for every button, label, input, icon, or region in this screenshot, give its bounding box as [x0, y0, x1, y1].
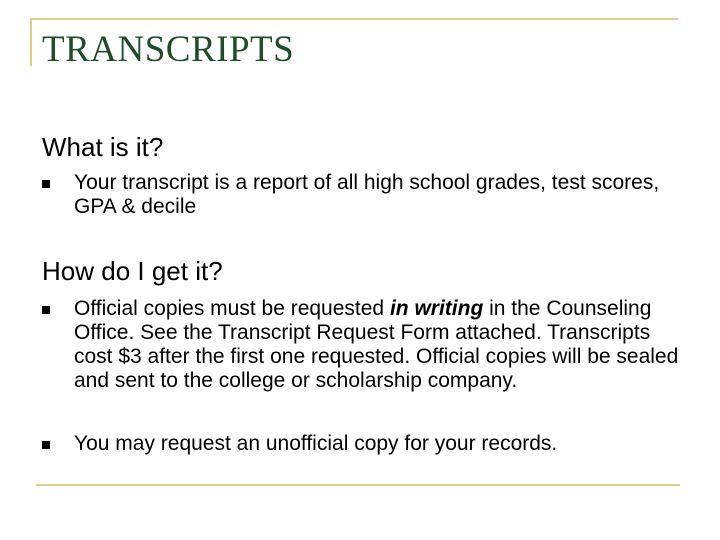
slide-title: TRANSCRIPTS	[42, 29, 295, 70]
bullet-text	[74, 297, 682, 393]
frame-top-line	[30, 18, 678, 20]
bullet-text: You may request an unofficial copy for your records.	[74, 432, 558, 455]
bullet-text-after: in the Counseling Office. See the Transcript Request Form attached. Transcripts cost $3 after the first one requested. Official copies will be sealed and sent to the college or scholarship company.	[74, 297, 679, 392]
square-bullet-icon	[42, 306, 50, 314]
section-heading-how: How do I get it?	[42, 256, 223, 286]
frame-bottom-line	[36, 484, 680, 486]
square-bullet-icon	[42, 180, 50, 188]
bullet-text-before: Official copies must be requested	[74, 297, 390, 320]
section-heading-what: What is it?	[42, 132, 164, 162]
bullet-text: Your transcript is a report of all high school grades, test scores, GPA & decile	[74, 171, 660, 218]
square-bullet-icon	[42, 441, 50, 449]
bullet-text-emphasis: in writing	[389, 297, 484, 320]
frame-left-line	[30, 18, 32, 66]
